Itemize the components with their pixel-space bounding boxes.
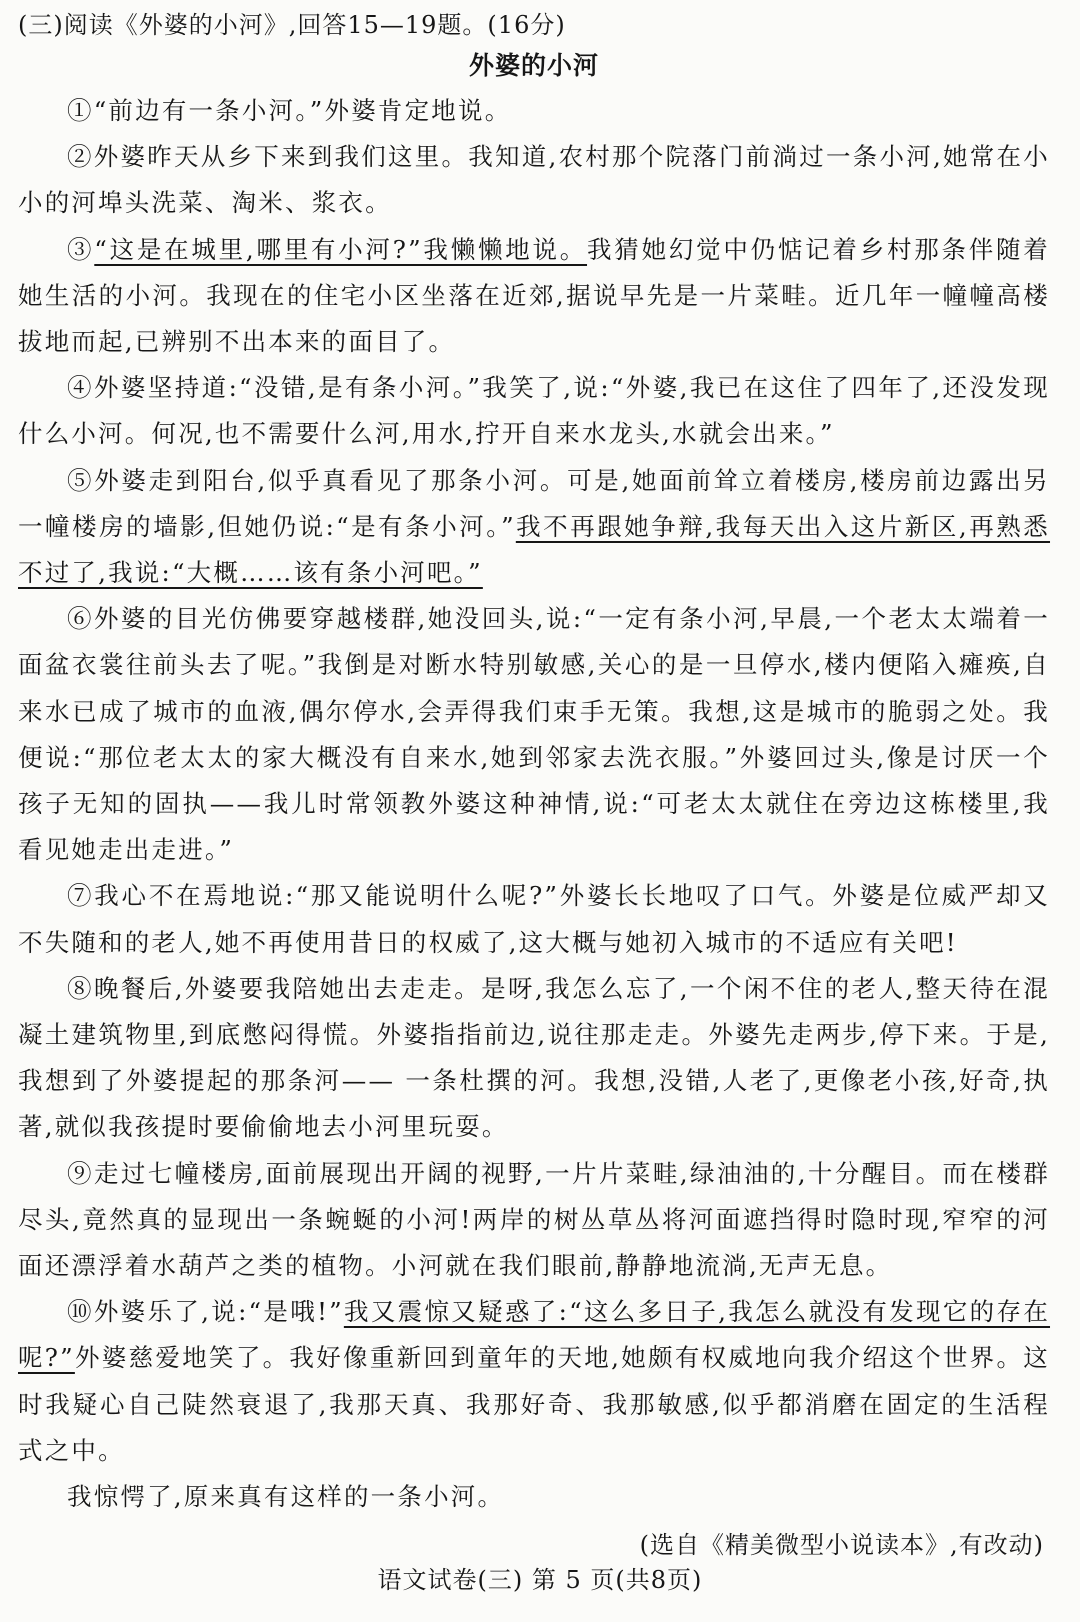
page-footer: 语文试卷(三) 第 5 页(共8页) [377, 1566, 703, 1594]
paragraph-final: 我惊愕了,原来真有这样的一条小河。 [67, 1482, 505, 1512]
paragraph-3: ③“这是在城里,哪里有小河?”我懒懒地说。我猜她幻觉中仍惦记着乡村那条伴随着她生活的小河。我现在的住宅小区坐落在近郊,据说早先是一片菜畦。近几年一幢幢高楼拔地而起,已辨别不出本来的面目了。 [18, 234, 1050, 357]
article-title: 外婆的小河 [468, 51, 599, 80]
paragraph-8: ⑧晚餐后,外婆要我陪她出去走走。是呀,我怎么忘了,一个闲不住的老人,整天待在混凝土建筑物里,到底憋闷得慌。外婆指指前边,说往那走走。外婆先走两步,停下来。于是,我想到了外婆提起的那条河—— 一条杜撰的河。我想,没错,人老了,更像老小孩,好奇,执著,就似我孩提时要偷偷地去小河里玩耍。 [18, 973, 1051, 1142]
paragraph-6: ⑥外婆的目光仿佛要穿越楼群,她没回头,说:“一定有条小河,早晨,一个老太太端着一面盆衣裳往前头去了呢。”我倒是对断水特别敏感,关心的是一旦停水,楼内便陷入瘫痪,自来水已成了城市的血液,偶尔停水,会弄得我们束手无策。我想,这是城市的脆弱之处。我便说:“那位老太太的家大概没有自来水,她到邻家去洗衣服。”外婆回过头,像是讨厌一个孩子无知的固执——我儿时常领教外婆这种神情,说:“可老太太就住在旁边这栋楼里,我看见她走出走进。” [18, 604, 1050, 865]
paragraph-5: ⑤外婆走到阳台,似乎真看见了那条小河。可是,她面前耸立着楼房,楼房前边露出另一幢楼房的墙影,但她仍说:“是有条小河。”我不再跟她争辩,我每天出入这片新区,再熟悉不过了,我说:“大概……该有条小河吧。” [18, 465, 1051, 588]
underlined-sentence: 我又震惊又疑惑了:“这么多日子,我怎么就没有发现它的存在呢?” [18, 1297, 1051, 1373]
paragraph-7: ⑦我心不在焉地说:“那又能说明什么呢?”外婆长长地叹了口气。外婆是位威严却又不失随和的老人,她不再使用昔日的权威了,这大概与她初入城市的不适应有关吧! [18, 881, 1051, 957]
section-heading: (三)阅读《外婆的小河》,回答15—19题。(16分) [18, 11, 566, 39]
paragraph-4: ④外婆坚持道:“没错,是有条小河。”我笑了,说:“外婆,我已在这住了四年了,还没发现什么小河。何况,也不需要什么河,用水,拧开自来水龙头,水就会出来。” [18, 373, 1050, 449]
underlined-sentence: “这是在城里,哪里有小河?”我懒懒地说。 [94, 234, 588, 264]
underlined-sentence: 我不再跟她争辩,我每天出入这片新区,再熟悉不过了,我说:“大概……该有条小河吧。” [18, 511, 1051, 588]
paragraph-2: ②外婆昨天从乡下来到我们这里。我知道,农村那个院落门前淌过一条小河,她常在小小的河埠头洗菜、淘米、浆衣。 [18, 142, 1050, 218]
paragraph-1: ①“前边有一条小河。”外婆肯定地说。 [67, 96, 512, 125]
source-note: (选自《精美微型小说读本》,有改动) [639, 1531, 1044, 1560]
paragraph-10: ⑩外婆乐了,说:“是哦!”我又震惊又疑惑了:“这么多日子,我怎么就没有发现它的存在呢?”外婆慈爱地笑了。我好像重新回到童年的天地,她颇有权威地向我介绍这个世界。这时我疑心自己陡然衰退了,我那天真、我那好奇、我那敏感,似乎都消磨在固定的生活程式之中。 [18, 1297, 1051, 1465]
paragraph-9: ⑨走过七幢楼房,面前展现出开阔的视野,一片片菜畦,绿油油的,十分醒目。而在楼群尽头,竟然真的显现出一条蜿蜒的小河!两岸的树丛草丛将河面遮挡得时隐时现,窄窄的河面还漂浮着水葫芦之类的植物。小河就在我们眼前,静静地流淌,无声无息。 [18, 1158, 1051, 1281]
